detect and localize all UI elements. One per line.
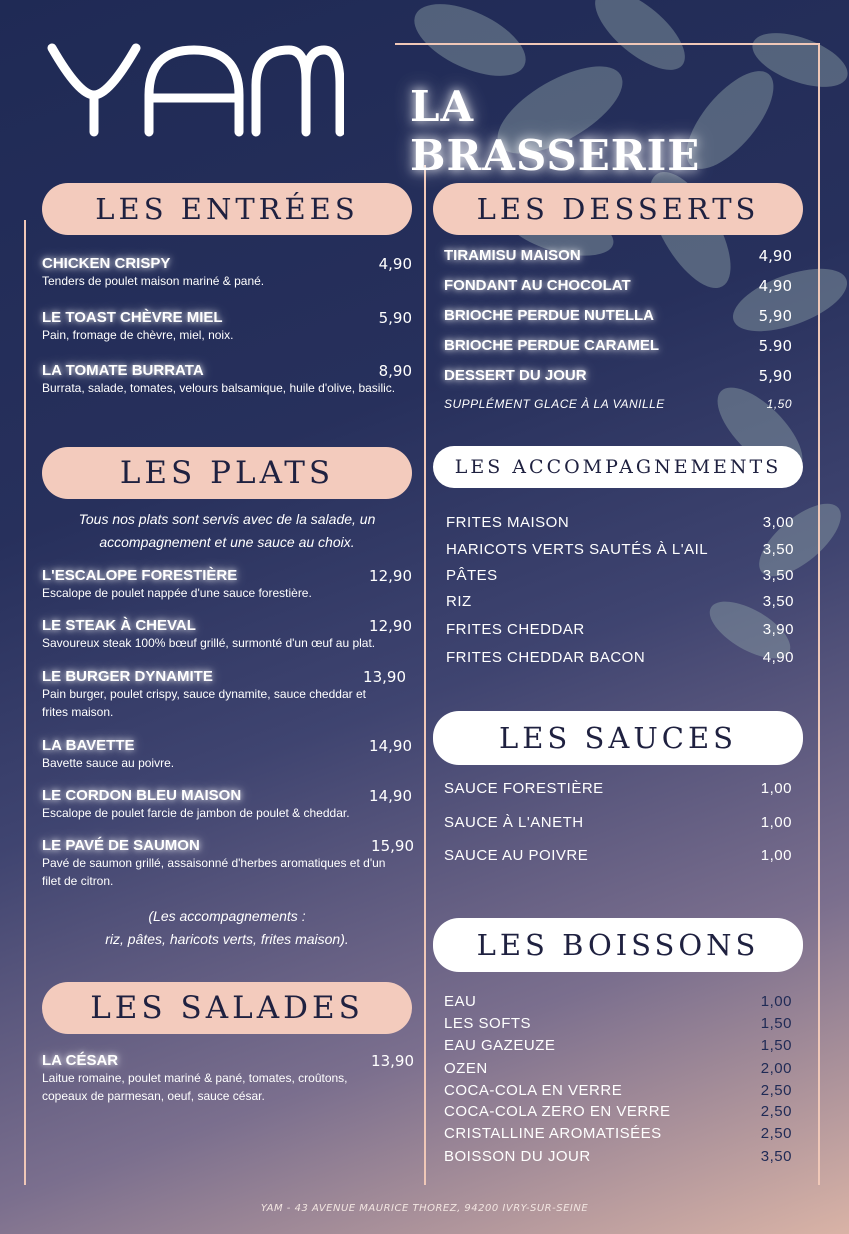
item-name: FRITES MAISON <box>446 514 570 531</box>
supplement-row <box>444 397 792 411</box>
list-item <box>444 1125 792 1142</box>
section-title-desserts: LES DESSERTS <box>433 183 803 235</box>
list-item <box>42 567 412 602</box>
item-desc: Savoureux steak 100% bœuf grillé, surmonté d'un œuf au plat. <box>42 636 376 650</box>
item-name: LE STEAK À CHEVAL <box>42 617 196 634</box>
item-name: DESSERT DU JOUR <box>444 367 587 384</box>
item-price: 3,50 <box>762 593 794 610</box>
item-name: COCA-COLA EN VERRE <box>444 1082 623 1099</box>
item-desc: Bavette sauce au poivre. <box>42 756 175 770</box>
item-name: CHICKEN CRISPY <box>42 255 171 272</box>
item-desc: Pain burger, poulet crispy, sauce dynamite, sauce cheddar et <box>42 687 366 701</box>
list-item <box>444 1148 792 1165</box>
frame-line-center <box>424 165 426 1185</box>
plats-outro-line: riz, pâtes, haricots verts, frites maison). <box>105 931 349 947</box>
list-item <box>42 362 412 397</box>
item-name: EAU GAZEUZE <box>444 1037 556 1054</box>
item-desc: Pain, fromage de chèvre, miel, noix. <box>42 328 234 342</box>
list-item <box>446 567 794 584</box>
list-item <box>444 1015 792 1032</box>
section-title-sauces: LES SAUCES <box>433 711 803 765</box>
list-item <box>444 277 792 294</box>
item-desc: frites maison. <box>42 705 114 719</box>
section-title-accompagnements: LES ACCOMPAGNEMENTS <box>433 446 803 488</box>
list-item <box>42 255 412 290</box>
supplement-price: 1,50 <box>766 397 792 411</box>
footer-address: YAM - 43 AVENUE MAURICE THOREZ, 94200 IVRY-SUR-SEINE <box>260 1203 589 1214</box>
item-price: 1,00 <box>760 847 792 864</box>
list-item <box>42 1052 414 1105</box>
list-item <box>42 617 412 652</box>
item-name: LA BAVETTE <box>42 737 135 754</box>
list-item <box>444 1037 792 1054</box>
list-item <box>444 1103 792 1120</box>
item-name: LE BURGER DYNAMITE <box>42 668 213 685</box>
item-desc: copeaux de parmesan, oeuf, sauce césar. <box>42 1089 265 1103</box>
item-price: 3,50 <box>760 1148 792 1165</box>
item-price: 5,90 <box>378 309 412 327</box>
item-name: EAU <box>444 993 477 1010</box>
item-desc: Pavé de saumon grillé, assaisonné d'herbes aromatiques et d'un <box>42 856 386 870</box>
list-item <box>444 780 792 797</box>
page-title: LA BRASSERIE <box>410 82 701 180</box>
item-name: SAUCE FORESTIÈRE <box>444 780 604 797</box>
list-item <box>446 621 794 638</box>
item-price: 2,00 <box>760 1060 792 1077</box>
item-desc: Burrata, salade, tomates, velours balsamique, huile d'olive, basilic. <box>42 381 396 395</box>
item-name: BRIOCHE PERDUE NUTELLA <box>444 307 655 324</box>
item-price: 12,90 <box>369 617 412 635</box>
frame-line-right <box>818 43 820 1185</box>
list-item <box>42 309 412 344</box>
item-name: BRIOCHE PERDUE CARAMEL <box>444 337 660 354</box>
item-price: 5,90 <box>758 307 792 325</box>
item-name: L'ESCALOPE FORESTIÈRE <box>42 567 238 584</box>
list-item <box>444 247 792 264</box>
list-item <box>446 649 794 666</box>
item-name: SAUCE AU POIVRE <box>444 847 589 864</box>
list-item <box>444 814 792 831</box>
item-price: 1,50 <box>760 1015 792 1032</box>
list-item <box>446 593 794 610</box>
item-price: 14,90 <box>369 787 412 805</box>
supplement-name: SUPPLÉMENT GLACE À LA VANILLE <box>444 397 665 411</box>
item-name: PÂTES <box>446 567 498 584</box>
item-price: 4,90 <box>758 247 792 265</box>
item-price: 1,00 <box>760 780 792 797</box>
yam-logo <box>44 40 344 140</box>
item-price: 12,90 <box>369 567 412 585</box>
item-name: HARICOTS VERTS SAUTÉS À L'AIL <box>446 541 709 558</box>
item-name: LA TOMATE BURRATA <box>42 362 204 379</box>
item-price: 1,00 <box>760 993 792 1010</box>
list-item <box>42 787 412 822</box>
section-title-salades: LES SALADES <box>42 982 412 1034</box>
item-price: 4,90 <box>758 277 792 295</box>
item-name: LA CÉSAR <box>42 1052 119 1069</box>
list-item <box>446 514 794 531</box>
item-name: FRITES CHEDDAR BACON <box>446 649 646 666</box>
item-price: 14,90 <box>369 737 412 755</box>
list-item <box>444 367 792 384</box>
plats-intro <box>42 508 412 554</box>
item-desc: Laitue romaine, poulet mariné & pané, tomates, croûtons, <box>42 1071 348 1085</box>
item-name: RIZ <box>446 593 472 610</box>
list-item <box>42 837 414 890</box>
item-price: 2,50 <box>760 1125 792 1142</box>
plats-intro-line: Tous nos plats sont servis avec de la salade, un <box>78 511 376 527</box>
item-price: 8,90 <box>378 362 412 380</box>
item-price: 4,90 <box>762 649 794 666</box>
frame-line-left <box>24 220 26 1185</box>
item-price: 3,90 <box>762 621 794 638</box>
item-name: BOISSON DU JOUR <box>444 1148 591 1165</box>
item-name: TIRAMISU MAISON <box>444 247 581 264</box>
section-title-entrees: LES ENTRÉES <box>42 183 412 235</box>
item-price: 15,90 <box>371 837 414 855</box>
item-desc: Escalope de poulet farcie de jambon de poulet & cheddar. <box>42 806 350 820</box>
item-price: 5.90 <box>758 337 792 355</box>
item-desc: Escalope de poulet nappée d'une sauce forestière. <box>42 586 312 600</box>
list-item <box>444 307 792 324</box>
section-title-plats: LES PLATS <box>42 447 412 499</box>
plats-outro <box>42 905 412 951</box>
item-name: LES SOFTS <box>444 1015 532 1032</box>
item-name: CRISTALLINE AROMATISÉES <box>444 1125 662 1142</box>
item-desc: filet de citron. <box>42 874 114 888</box>
section-title-boissons: LES BOISSONS <box>433 918 803 972</box>
item-price: 3,00 <box>762 514 794 531</box>
list-item <box>444 337 792 354</box>
item-price: 1,50 <box>760 1037 792 1054</box>
item-name: COCA-COLA ZERO EN VERRE <box>444 1103 671 1120</box>
item-name: FONDANT AU CHOCOLAT <box>444 277 631 294</box>
item-price: 2,50 <box>760 1103 792 1120</box>
list-item <box>42 668 412 721</box>
list-item <box>444 1082 792 1099</box>
item-desc: Tenders de poulet maison mariné & pané. <box>42 274 265 288</box>
plats-outro-line: (Les accompagnements : <box>148 908 306 924</box>
list-item <box>446 541 794 558</box>
item-name: OZEN <box>444 1060 488 1077</box>
item-name: FRITES CHEDDAR <box>446 621 585 638</box>
item-price: 4,90 <box>378 255 412 273</box>
list-item <box>42 737 412 772</box>
item-name: SAUCE À L'ANETH <box>444 814 584 831</box>
item-price: 3,50 <box>762 567 794 584</box>
item-price: 13,90 <box>363 668 406 686</box>
item-price: 3,50 <box>762 541 794 558</box>
item-price: 13,90 <box>371 1052 414 1070</box>
list-item <box>444 1060 792 1077</box>
item-price: 5,90 <box>758 367 792 385</box>
frame-line-top <box>395 43 819 45</box>
list-item <box>444 993 792 1010</box>
list-item <box>444 847 792 864</box>
item-price: 1,00 <box>760 814 792 831</box>
item-name: LE TOAST CHÈVRE MIEL <box>42 309 223 326</box>
item-name: LE CORDON BLEU MAISON <box>42 787 242 804</box>
item-price: 2,50 <box>760 1082 792 1099</box>
item-name: LE PAVÉ DE SAUMON <box>42 837 200 854</box>
plats-intro-line: accompagnement et une sauce au choix. <box>99 534 355 550</box>
